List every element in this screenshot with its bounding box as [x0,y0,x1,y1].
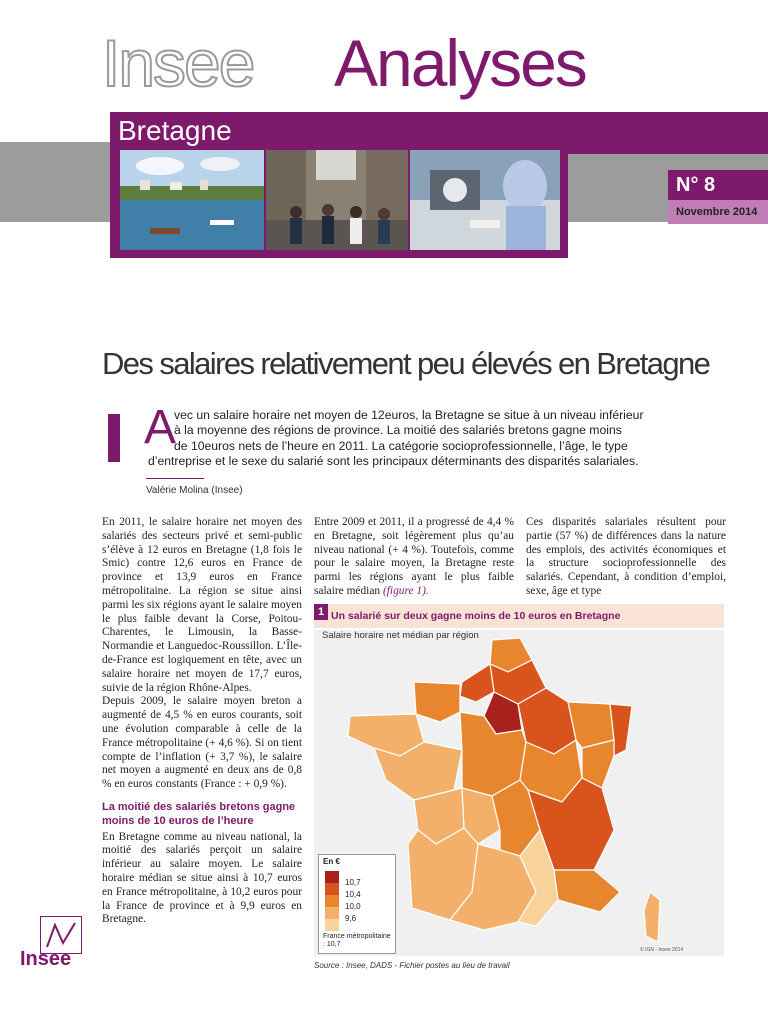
section-heading: La moitié des salariés bretons gagne moins de 10 euros de l’heure [102,800,296,828]
paragraph: Depuis 2009, le salaire moyen breton a augmenté de 4,5 % en euros courants, soit une évolution comparable à celle de la France métropolitaine (+ 4,6 %). Si on tient compte de l’inflation (+ 3,7 %), le salaire net moyen a augmenté en deux ans de 0,8 % en euros constants (France : + 0,9 %). [102,695,302,791]
legend-value: 9,6 [345,914,357,923]
lede-line-2: à la moyenne des régions de province. La moitié des salariés bretons gagne moins [174,423,622,438]
figure-title: Un salarié sur deux gagne moins de 10 euros en Bretagne [331,610,621,622]
decorative-bar [108,414,120,462]
photo-harbour [120,150,264,250]
legend-value: 10,4 [345,890,361,899]
drop-cap: A [144,401,177,454]
legend-title: En € [323,857,340,866]
region-paca [554,870,620,912]
photo-lab [410,150,560,250]
photo-street [266,150,408,250]
issue-date: Novembre 2014 [668,200,768,224]
author-rule [146,478,204,479]
insee-logo: Insee [20,948,72,970]
legend-swatch [325,907,339,919]
legend-swatch [325,871,339,883]
paragraph: Ces disparités salariales résultent pour partie (57 %) de différences dans la nature des emplois, des activités économiques et la structure socioprofessionnelle des salariés. Cependant, à condition d’emploi, sexe, âge et type [526,516,726,597]
region-basse-normandie [414,682,460,722]
figure-number: 1 [314,604,328,620]
paragraph: Entre 2009 et 2011, il a progressé de 4,4 % en Bretagne, soit légèrement plus qu’au niveau national (+ 4 %). Toutefois, comme pour le salaire moyen, la Bretagne reste parmi les régions ayant le plus faible salaire médian [314,516,514,597]
legend-swatch [325,919,339,931]
legend-swatch [325,895,339,907]
brand-analyses: Analyses [334,26,586,100]
author: Valérie Molina (Insee) [146,485,243,496]
map-copyright: © IGN - Insee 2014 [640,947,684,953]
column-2 [314,516,514,599]
paragraph: En Bretagne comme au niveau national, la moitié des salariés perçoit un salaire inférieur au salaire moyen. Le salaire horaire médian se situe ainsi à 10,7 euros en France métropolitaine, à 10,2 euros pour la France de province et à 9,9 euros en Bretagne. [102,830,302,926]
page-title: Des salaires relativement peu élevés en Bretagne [102,346,710,381]
legend-value: 10,0 [345,902,361,911]
region-haute-normandie [460,664,494,702]
lede-line-1: vec un salaire horaire net moyen de 12euros, la Bretagne se situe à un niveau inférieur [174,408,644,422]
paragraph: En 2011, le salaire horaire net moyen des salariés des secteurs privé et semi-public s’élève à 12 euros en Bretagne (1,8 fois le Smic) contre 12,6 euros en France de province et 13,9 euros en France métropolitaine. La région se situe ainsi parmi les six régions ayant le salaire moyen le plus faible devant la Corse, Poitou-Charentes, le Limousin, la Basse-Normandie et Languedoc-Roussillon. L’Île-de-France est logiquement en tête, avec un salaire horaire net moyen de 17,7 euros, suivie de la région Rhône-Alpes. [102,516,302,694]
legend-note: France métropolitaine : 10,7 [323,933,391,948]
region-corse [644,892,660,942]
issue-number: N° 8 [668,170,768,200]
legend-value: 10,7 [345,878,361,887]
region-title: Bretagne [118,115,232,146]
legend-swatch [325,883,339,895]
lede [148,408,666,470]
lede-line-4: d’entreprise et le sexe du salarié sont les principaux déterminants des disparités salariales. [148,454,639,469]
figure-reference[interactable]: (figure 1). [382,584,429,597]
map-subtitle: Salaire horaire net médian par région [322,630,479,641]
map-legend [318,854,396,954]
brand-insee: Insee [102,26,254,100]
lede-line-3: de 10euros nets de l’heure en 2011. La catégorie socioprofessionnelle, l’âge, le type [174,438,628,453]
figure-source: Source : Insee, DADS - Fichier postes au lieu de travail [314,961,510,970]
column-3 [526,516,726,599]
column-1 [102,516,302,927]
